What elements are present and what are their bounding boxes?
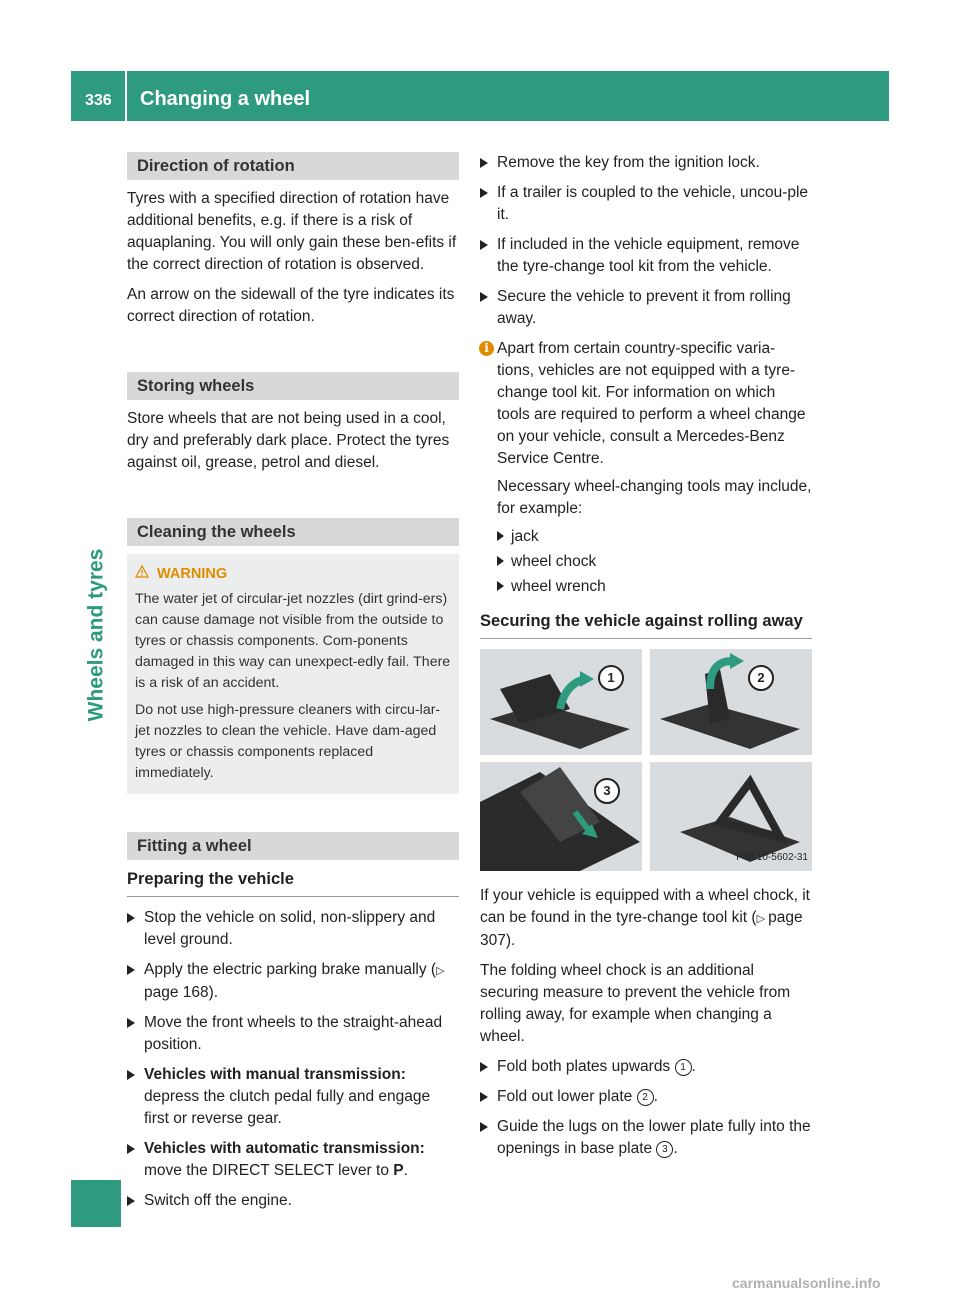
step-item: Vehicles with manual transmission: depress the clutch pedal fully and engage first or reverse gear.	[127, 1064, 459, 1130]
step-number-badge: 3	[656, 1141, 673, 1158]
step-arrow-icon	[480, 1092, 488, 1102]
step-arrow-icon	[127, 1144, 135, 1154]
step-item: Stop the vehicle on solid, non-slippery and level ground.	[127, 907, 459, 951]
wheel-chock-photos	[480, 649, 812, 871]
step-item: Vehicles with automatic transmission: move the DIRECT SELECT lever to P.	[127, 1138, 459, 1182]
step-arrow-icon	[127, 1070, 135, 1080]
side-tab-label: Wheels and tyres	[84, 548, 108, 722]
step-arrow-icon	[480, 292, 488, 302]
step-arrow-icon	[127, 965, 135, 975]
step-item: If included in the vehicle equipment, remove the tyre-change tool kit from the vehicle.	[480, 234, 812, 278]
page-reference-link[interactable]: page 307).	[480, 909, 803, 949]
callout-3: 3	[594, 778, 620, 804]
page-reference-link[interactable]: page 168).	[144, 984, 219, 1001]
page-title: Changing a wheel	[140, 88, 311, 110]
callout-2: 2	[748, 665, 774, 691]
step-arrow-icon	[127, 913, 135, 923]
step-arrow-icon	[127, 1196, 135, 1206]
section-heading-cleaning: Cleaning the wheels	[127, 518, 459, 546]
page-reference-icon: ▷	[436, 965, 445, 977]
watermark: carmanualsonline.info	[732, 1275, 881, 1291]
step-arrow-icon	[480, 1062, 488, 1072]
step-item: Fold out lower plate 2 .	[480, 1086, 812, 1108]
page-number: 336	[85, 92, 112, 109]
list-item: wheel wrench	[497, 576, 812, 598]
left-column	[127, 152, 459, 1220]
section-heading-direction: Direction of rotation	[127, 152, 459, 180]
header-divider	[125, 71, 127, 121]
subheading-securing: Securing the vehicle against rolling away	[480, 610, 812, 639]
step-item: Apply the electric parking brake manually (▷ page 168).	[127, 959, 459, 1004]
right-column	[480, 152, 812, 1168]
side-tab-marker	[71, 1180, 121, 1227]
step-item: If a trailer is coupled to the vehicle, uncou-ple it.	[480, 182, 812, 226]
step-item: Guide the lugs on the lower plate fully into the openings in base plate 3 .	[480, 1116, 812, 1160]
section-heading-storing: Storing wheels	[127, 372, 459, 400]
photo-step-2	[650, 649, 812, 755]
step-arrow-icon	[480, 1122, 488, 1132]
page-reference-icon: ▷	[756, 913, 769, 925]
warning-triangle-icon	[135, 564, 153, 585]
step-number-badge: 1	[675, 1059, 692, 1076]
page-header	[71, 71, 889, 121]
list-item: jack	[497, 526, 812, 548]
tool-list	[497, 526, 812, 598]
warning-text: The water jet of circular-jet nozzles (dirt grind-ers) can cause damage not visible from the outside to tyres or chassis components. Com-ponents damaged in this way can unexpect-edly fail. There is a risk of an accident.	[135, 591, 451, 691]
section-heading-fitting: Fitting a wheel	[127, 832, 459, 860]
warning-box	[127, 554, 459, 794]
photo-step-3	[480, 762, 642, 871]
callout-1: 1	[598, 665, 624, 691]
photo-code: P40.10-5602-31	[736, 852, 808, 863]
step-arrow-icon	[480, 158, 488, 168]
warning-text: Do not use high-pressure cleaners with circu-lar-jet nozzles to clean the vehicle. Have dam-aged tyres or chassis components replaced immediately.	[135, 702, 441, 781]
paragraph: Tyres with a specified direction of rotation have additional benefits, e.g. if there is a risk of aquaplaning. You will only gain these ben-efits if the correct direction of rotation is observed.	[127, 190, 457, 273]
paragraph: If your vehicle is equipped with a wheel chock, it can be found in the tyre-change tool kit (▷ page 307).	[480, 887, 810, 949]
side-tab	[71, 520, 121, 750]
warning-header	[135, 564, 451, 585]
step-arrow-icon	[480, 240, 488, 250]
step-item: Move the front wheels to the straight-ahead position.	[127, 1012, 459, 1056]
paragraph: An arrow on the sidewall of the tyre indicates its correct direction of rotation.	[127, 286, 455, 325]
subheading-preparing: Preparing the vehicle	[127, 868, 459, 897]
paragraph: The folding wheel chock is an additional securing measure to prevent the vehicle from rolling away, for example when changing a wheel.	[480, 962, 791, 1045]
step-number-badge: 2	[637, 1089, 654, 1106]
step-arrow-icon	[480, 188, 488, 198]
photo-step-1	[480, 649, 642, 755]
step-item: Secure the vehicle to prevent it from rolling away.	[480, 286, 812, 330]
step-item: Fold both plates upwards 1 .	[480, 1056, 812, 1078]
paragraph: Store wheels that are not being used in a cool, dry and preferably dark place. Protect the tyres against oil, grease, petrol and diesel.	[127, 410, 450, 471]
step-item: Switch off the engine.	[127, 1190, 459, 1212]
info-icon: i	[479, 341, 494, 356]
step-arrow-icon	[127, 1018, 135, 1028]
step-item: Remove the key from the ignition lock.	[480, 152, 812, 174]
info-note: i Apart from certain country-specific varia-tions, vehicles are not equipped with a tyre-change tool kit. For information on which tools are required to perform a wheel change on your vehicle, consult a Mercedes-Benz Service Centre. Necessary wheel-changing tools may include, for example:	[480, 338, 812, 520]
warning-label: WARNING	[157, 566, 228, 582]
photo-assembled-chock	[650, 762, 812, 871]
list-item: wheel chock	[497, 551, 812, 573]
